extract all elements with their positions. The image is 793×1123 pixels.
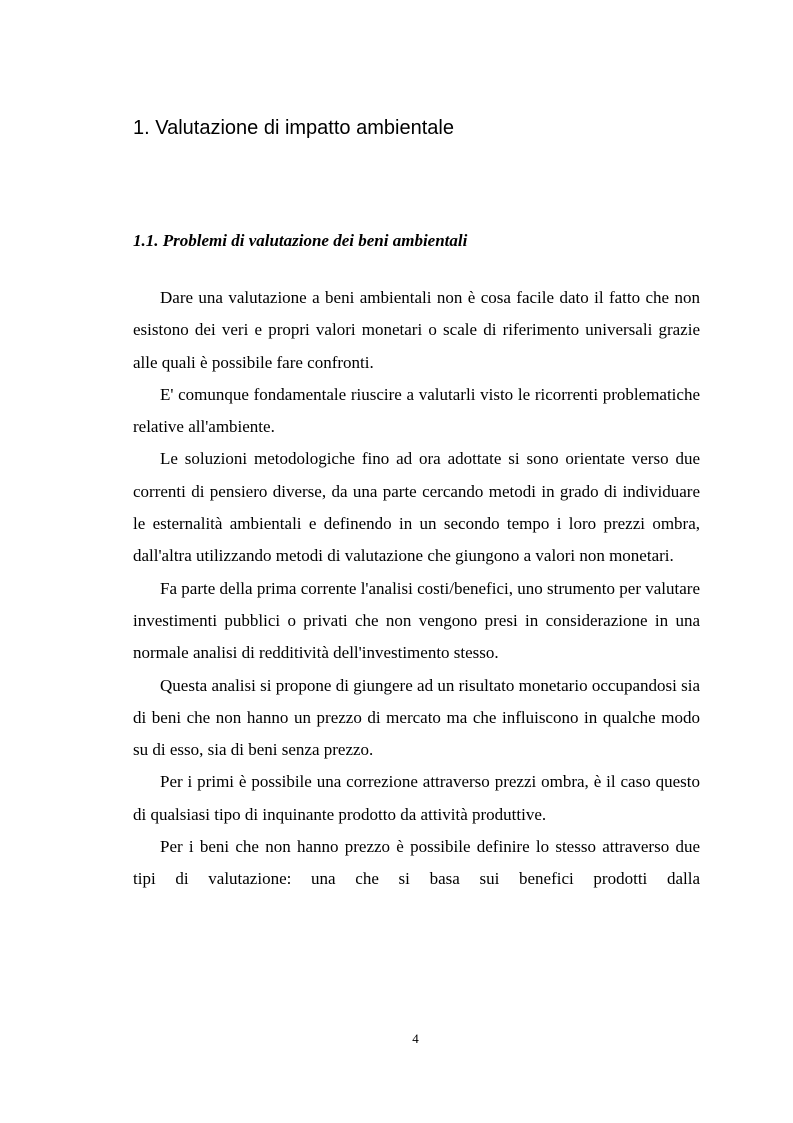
paragraph: Fa parte della prima corrente l'analisi costi/benefici, uno strumento per valutare investimenti pubblici o privati che non vengono presi in considerazione in una normale analisi di redditività dell'investimento stesso.	[133, 578, 700, 663]
paragraph: Per i beni che non hanno prezzo è possibile definire lo stesso attraverso due tipi di valutazione: una che si basa sui benefici prodotti dalla	[133, 837, 700, 889]
paragraph: Dare una valutazione a beni ambientali non è cosa facile dato il fatto che non esistono dei veri e propri valori monetari o scale di riferimento universali grazie alle quali è possibile fare confronti.	[133, 288, 700, 372]
paragraph: Le soluzioni metodologiche fino ad ora adottate si sono orientate verso due correnti di pensiero diverse, da una parte cercando metodi in grado di individuare le esternalità ambientali e definendo in un secondo tempo i loro prezzi ombra, dall'altra utilizzando metodi di valutazione che giungono a valori non monetari.	[133, 449, 700, 566]
page-number: 4	[412, 1031, 419, 1046]
paragraph: Per i primi è possibile una correzione attraverso prezzi ombra, è il caso questo di qualsiasi tipo di inquinante prodotto da attività produttive.	[133, 772, 700, 824]
chapter-title: 1. Valutazione di impatto ambientale	[133, 117, 454, 139]
paragraph: E' comunque fondamentale riuscire a valutarli visto le ricorrenti problematiche relative all'ambiente.	[133, 384, 700, 437]
section-title: 1.1. Problemi di valutazione dei beni ambientali	[133, 231, 468, 250]
paragraph: Questa analisi si propone di giungere ad un risultato monetario occupandosi sia di beni che non hanno un prezzo di mercato ma che influiscono in qualche modo su di esso, sia di beni senza prezzo.	[133, 675, 700, 760]
body-text	[133, 282, 700, 896]
